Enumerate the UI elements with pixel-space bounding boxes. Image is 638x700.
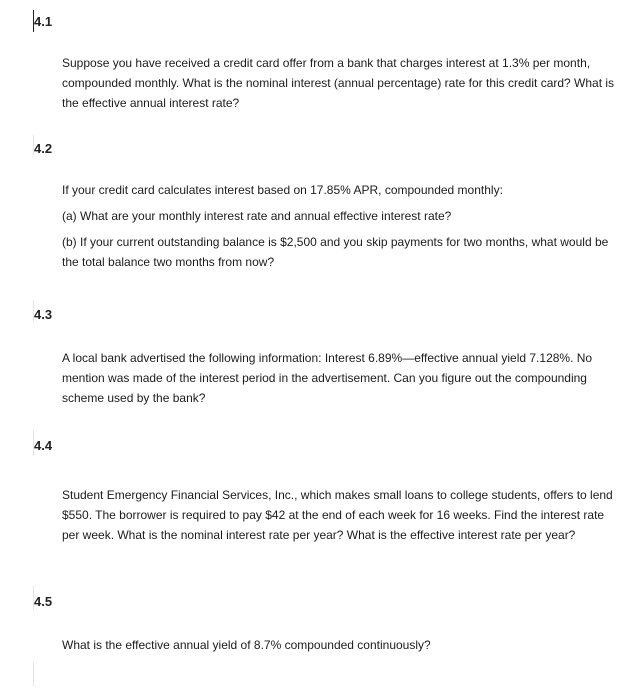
problem-paragraph: What is the effective annual yield of 8.7% compounded continuously? <box>62 638 431 652</box>
problem-number: 4.4 <box>34 438 53 453</box>
problem-paragraph: (b) If your current outstanding balance is $2,500 and you skip payments for two months, what would be the total balance two months from now? <box>62 235 609 269</box>
problem-paragraph: If your credit card calculates interest based on 17.85% APR, compounded monthly: <box>62 183 503 197</box>
problem-text <box>62 53 618 113</box>
problem-paragraph: Student Emergency Financial Services, Inc., which makes small loans to college students, offers to lend $550. The borrower is required to pay $42 at the end of each week for 16 weeks. Find the interest rate per week. What is the nominal interest rate per year? What is the effective interest rate per year? <box>62 488 613 542</box>
problem-text <box>62 348 618 408</box>
problem-number: 4.1 <box>34 14 53 29</box>
problem-paragraph: A local bank advertised the following information: Interest 6.89%—effective annual yield 7.128%. No mention was made of the interest period in the advertisement. Can you figure out the compounding scheme used by the bank? <box>62 351 593 405</box>
problem-text <box>62 180 618 272</box>
problem-text <box>62 485 618 545</box>
problem-paragraph: Suppose you have received a credit card offer from a bank that charges interest at 1.3% per month, compounded monthly. What is the nominal interest (annual percentage) rate for this credit card? What is the effective annual interest rate? <box>62 56 615 110</box>
problem-paragraph: (a) What are your monthly interest rate and annual effective interest rate? <box>62 209 452 223</box>
margin-rule <box>33 662 34 686</box>
problem-number: 4.3 <box>34 307 53 322</box>
problem-number: 4.2 <box>34 141 53 156</box>
problem-text <box>62 635 618 655</box>
problem-number: 4.5 <box>34 594 53 609</box>
